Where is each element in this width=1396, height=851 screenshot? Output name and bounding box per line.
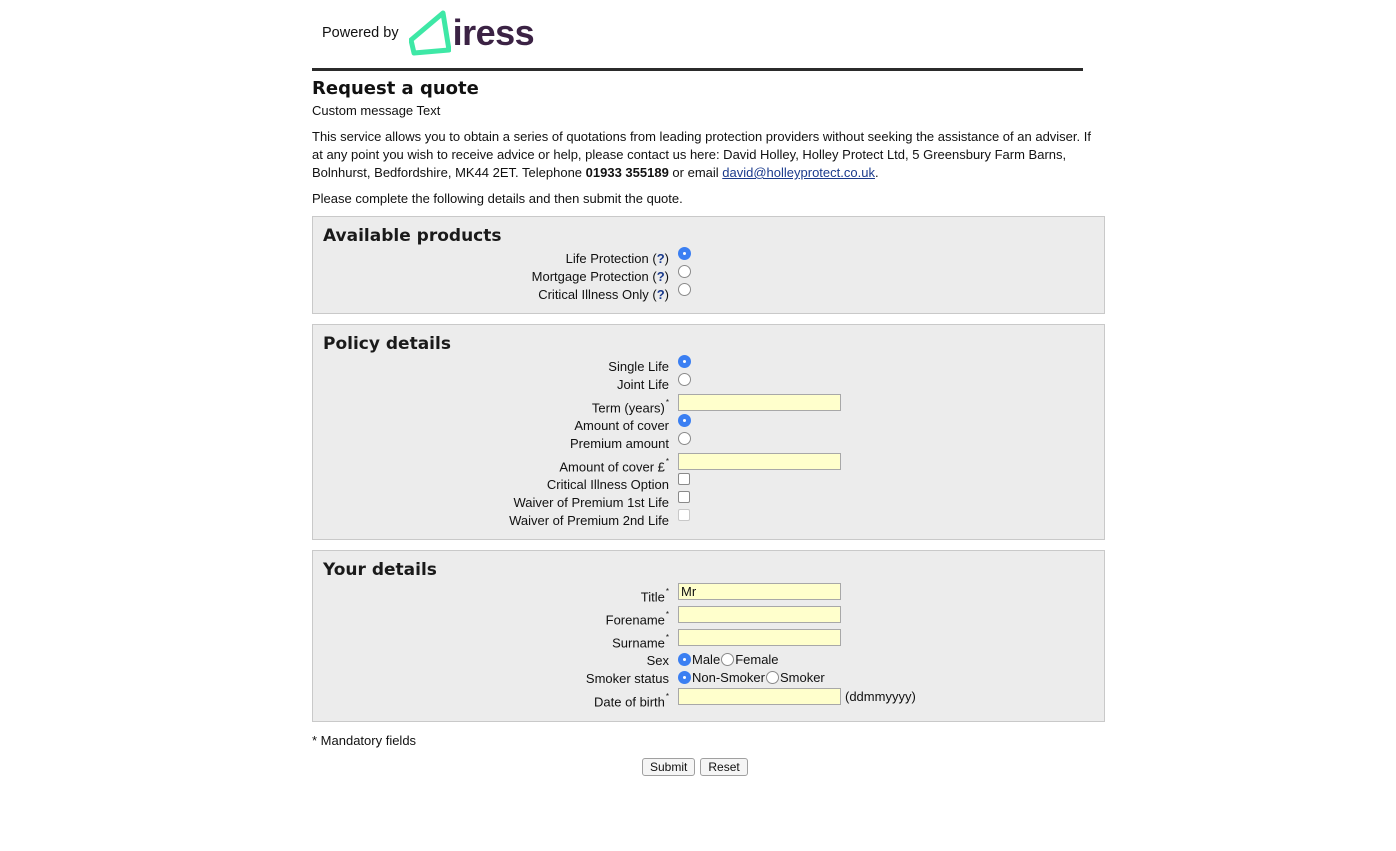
smoker-radio[interactable] (766, 671, 779, 684)
reset-button[interactable]: Reset (700, 758, 747, 776)
your-details-heading: Your details (323, 560, 437, 580)
help-link[interactable]: ? (656, 287, 665, 302)
iress-logo-text: iress (452, 12, 535, 53)
premium-amount-row: Premium amount (313, 436, 1104, 454)
iress-logo-icon (409, 10, 451, 56)
policy-details-heading: Policy details (323, 334, 451, 354)
title-input[interactable] (678, 583, 841, 600)
dob-row: Date of birth* (ddmmyyyy) (594, 689, 916, 710)
single-life-radio[interactable] (678, 355, 691, 368)
your-details-panel (312, 550, 1105, 722)
term-row: Term (years)* (313, 400, 1104, 418)
submit-button[interactable]: Submit (642, 758, 695, 776)
mandatory-note: * Mandatory fields (312, 733, 417, 748)
forename-input[interactable] (678, 606, 841, 623)
waiver-1st-row: Waiver of Premium 1st Life (313, 495, 1104, 513)
joint-life-row: Joint Life (313, 377, 1104, 395)
date-of-birth-input[interactable] (678, 688, 841, 705)
amount-of-cover-radio[interactable] (678, 414, 691, 427)
powered-by-text: Powered by (322, 25, 399, 41)
critical-illness-option-checkbox[interactable] (678, 473, 690, 485)
instructions: Please complete the following details and then submit the quote. (312, 191, 683, 206)
page-title: Request a quote (312, 78, 479, 99)
waiver-2nd-row: Waiver of Premium 2nd Life (313, 513, 1104, 531)
product-row-mortgage: Mortgage Protection (?) (313, 269, 1104, 287)
header-divider (312, 68, 1083, 71)
intro-text: This service allows you to obtain a series of quotations from leading protection providers without seeking the assistance of an adviser. If at any point you wish to receive advice or help, please contact us here: David Holley, Holley Protect Ltd, 5 Greensbury Farm Barns, Bolnhurst, Bedfordshire, MK44 2ET. Telephone 01933 355189 or email david@holleyprotect.co.uk. (312, 129, 1091, 180)
forename-row: Forename* (313, 612, 1104, 630)
mortgage-protection-radio[interactable] (678, 265, 691, 278)
non-smoker-radio[interactable] (678, 671, 691, 684)
critical-illness-only-radio[interactable] (678, 283, 691, 296)
title-row: Title* Mr (313, 589, 1104, 607)
help-link[interactable]: ? (656, 251, 665, 266)
custom-message: Custom message Text (312, 103, 441, 118)
available-products-heading: Available products (323, 226, 502, 246)
product-row-life: Life Protection (?) (313, 251, 1104, 269)
phone-number: 01933 355189 (585, 165, 669, 180)
amount-of-cover-input[interactable] (678, 453, 841, 470)
female-radio[interactable] (721, 653, 734, 666)
available-products-panel (312, 216, 1105, 314)
surname-row: Surname* (313, 635, 1104, 653)
form-actions (642, 758, 748, 776)
dob-format-hint: (ddmmyyyy) (845, 689, 916, 704)
waiver-1st-life-checkbox[interactable] (678, 491, 690, 503)
email-link[interactable]: david@holleyprotect.co.uk (722, 165, 875, 180)
premium-amount-radio[interactable] (678, 432, 691, 445)
smoker-row: Smoker status Non-Smoker Smoker (585, 670, 825, 686)
critical-illness-option-row: Critical Illness Option (313, 477, 1104, 495)
sex-row: Sex Male Female (646, 652, 779, 668)
amount-of-cover-row: Amount of cover (313, 418, 1104, 436)
male-radio[interactable] (678, 653, 691, 666)
waiver-2nd-life-checkbox (678, 509, 690, 521)
life-protection-radio[interactable] (678, 247, 691, 260)
branding (322, 8, 534, 58)
help-link[interactable]: ? (656, 269, 665, 284)
product-row-critical-illness: Critical Illness Only (?) (313, 287, 1104, 305)
joint-life-radio[interactable] (678, 373, 691, 386)
term-input[interactable] (678, 394, 841, 411)
surname-input[interactable] (678, 629, 841, 646)
single-life-row: Single Life (313, 359, 1104, 377)
amount-cover-gbp-row: Amount of cover £* (313, 459, 1104, 477)
policy-details-panel (312, 324, 1105, 540)
